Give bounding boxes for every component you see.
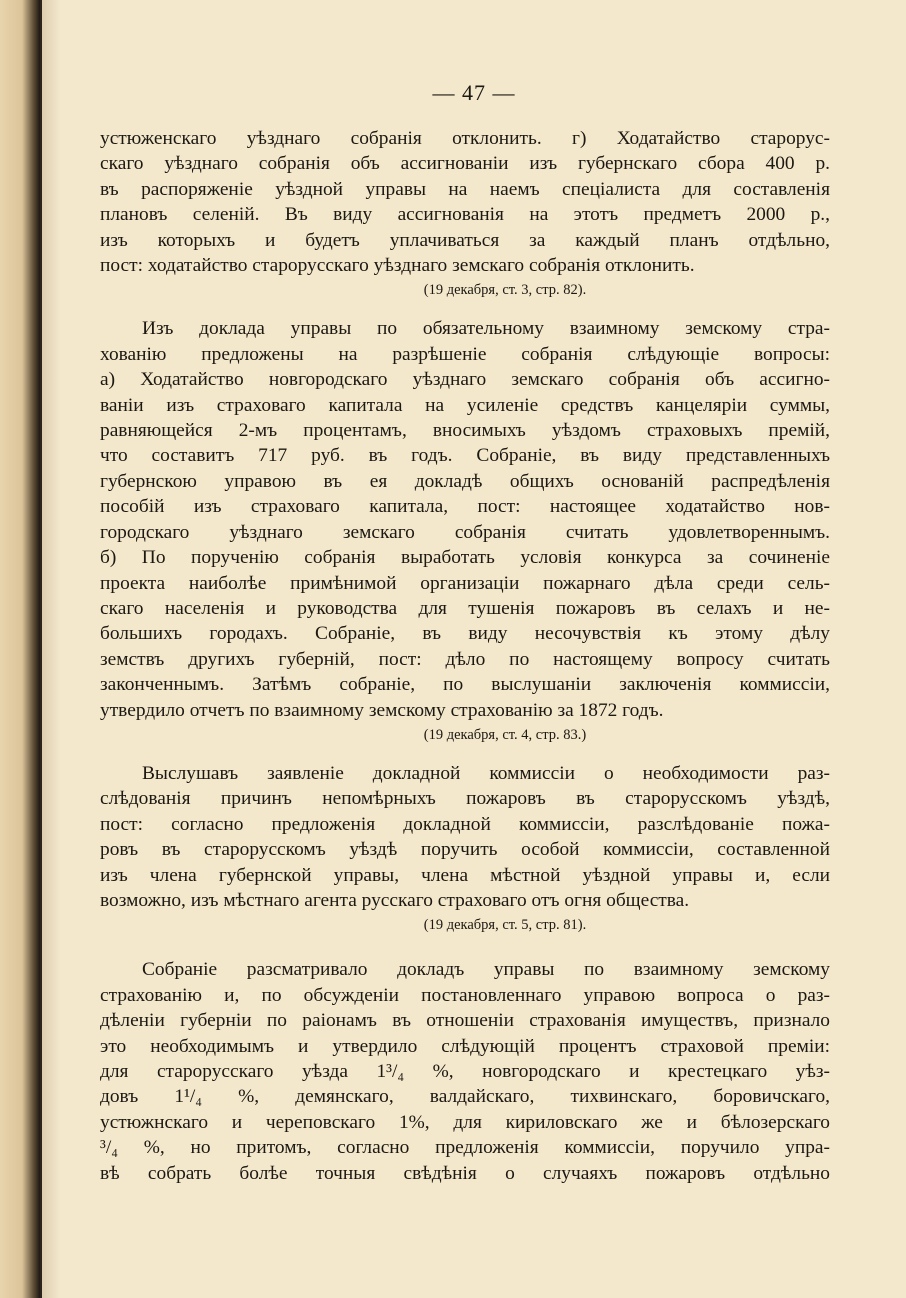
text-line: скаго уѣзднаго собранія объ ассигнованіи изъ губернскаго сбора 400 р.: [100, 153, 830, 175]
text-line: земствъ другихъ губерній, пост: дѣло по настоящему вопросу считать: [100, 648, 830, 670]
citation-reference: (19 декабря, ст. 4, стр. 83.): [423, 726, 587, 743]
text-line: равняющейся 2-мъ процентамъ, вносимыхъ уѣздомъ страховыхъ премій,: [100, 420, 830, 442]
text-line: ³/₄ %, но притомъ, согласно предложенія коммиссіи, поручило упра-: [100, 1137, 830, 1159]
text-line: устюжнскаго и череповскаго 1%, для кириловскаго же и бѣлозерскаго: [100, 1111, 830, 1133]
text-line: Собраніе разсматривало докладъ управы по взаимному земскому: [142, 959, 830, 981]
text-line: въ распоряженіе уѣздной управы на наемъ спеціалиста для составленія: [100, 178, 830, 200]
text-line: пособій изъ страховаго капитала, пост: настоящее ходатайство нов-: [100, 496, 830, 518]
text-line: городскаго уѣзднаго земскаго собранія считать удовлетвореннымъ.: [100, 521, 830, 543]
text-line: возможно, изъ мѣстнаго агента русскаго страховаго отъ огня общества.: [100, 889, 690, 911]
text-line: Выслушавъ заявленіе докладной коммиссіи о необходимости раз-: [142, 762, 830, 784]
text-line: утвердило отчетъ по взаимному земскому страхованію за 1872 годъ.: [100, 699, 664, 721]
text-line: ровъ въ старорусскомъ уѣздѣ поручить особой коммиссіи, составленной: [100, 839, 830, 861]
book-page: [42, 0, 906, 1298]
text-line: б) По порученію собранія выработать условія конкурса за сочиненіе: [100, 547, 830, 569]
text-line: для старорусскаго уѣзда 1³/₄ %, новгородскаго и крестецкаго уѣз-: [100, 1061, 830, 1082]
paragraph-1: [100, 126, 830, 300]
page-body: [100, 126, 830, 1186]
text-line: довъ 1¹/₄ %, демянскаго, валдайскаго, тихвинскаго, боровичскаго,: [100, 1086, 830, 1108]
text-line: что составитъ 717 руб. въ годъ. Собраніе, въ виду представленныхъ: [100, 445, 830, 467]
text-line: скаго населенія и руководства для тушенія пожаровъ въ селахъ и не-: [100, 597, 830, 619]
paragraph-4: [100, 957, 830, 1186]
paragraph-3: [100, 761, 830, 935]
citation-reference: (19 декабря, ст. 3, стр. 82).: [423, 282, 587, 299]
citation-reference: (19 декабря, ст. 5, стр. 81).: [423, 917, 587, 934]
text-line: законченнымъ. Затѣмъ собраніе, по выслушаніи заключенія коммиссіи,: [100, 674, 830, 696]
page-number: — 47 —: [432, 80, 516, 105]
text-line: плановъ селеній. Въ виду ассигнованія на этотъ предметъ 2000 р.,: [100, 204, 830, 226]
text-line: проекта наиболѣе примѣнимой организаціи пожарнаго дѣла среди сель-: [100, 572, 830, 594]
text-line: дѣленіи губерніи по раіонамъ въ отношеніи страхованія имуществъ, признало: [100, 1010, 830, 1032]
text-line: это необходимымъ и утвердило слѣдующій процентъ страховой преміи:: [100, 1035, 830, 1057]
text-line: изъ члена губернской управы, члена мѣстной уѣздной управы и, если: [100, 864, 830, 886]
text-line: вѣ собрать болѣе точныя свѣдѣнія о случаяхъ пожаровъ отдѣльно: [100, 1162, 830, 1184]
text-line: пост: согласно предложенія докладной коммиссіи, разслѣдованіе пожа-: [100, 813, 830, 835]
text-line: устюженскаго уѣзднаго собранія отклонить. г) Ходатайство старорус-: [100, 128, 830, 149]
paragraph-2: [100, 316, 830, 745]
text-line: пост: ходатайство старорусскаго уѣзднаго земскаго собранія отклонить.: [100, 255, 695, 277]
text-line: страхованію и, по обсужденіи постановленнаго управою вопроса о раз-: [100, 984, 830, 1006]
text-line: губернскою управою въ ея докладѣ общихъ основаній распредѣленія: [100, 470, 830, 492]
text-line: а) Ходатайство новгородскаго уѣзднаго земскаго собранія объ ассигно-: [100, 369, 830, 391]
text-line: Изъ доклада управы по обязательному взаимному земскому стра-: [142, 318, 830, 340]
text-line: слѣдованія причинъ непомѣрныхъ пожаровъ въ старорусскомъ уѣздѣ,: [100, 788, 830, 810]
text-line: изъ которыхъ и будетъ уплачиваться за каждый планъ отдѣльно,: [100, 229, 830, 251]
text-line: хованію предложены на разрѣшеніе собранія слѣдующіе вопросы:: [100, 343, 830, 365]
previous-page-edge: [0, 0, 40, 1298]
text-line: большихъ городахъ. Собраніе, въ виду несочувствія къ этому дѣлу: [100, 623, 830, 645]
text-line: ваніи изъ страховаго капитала на усиленіе средствъ канцеляріи суммы,: [100, 394, 830, 416]
